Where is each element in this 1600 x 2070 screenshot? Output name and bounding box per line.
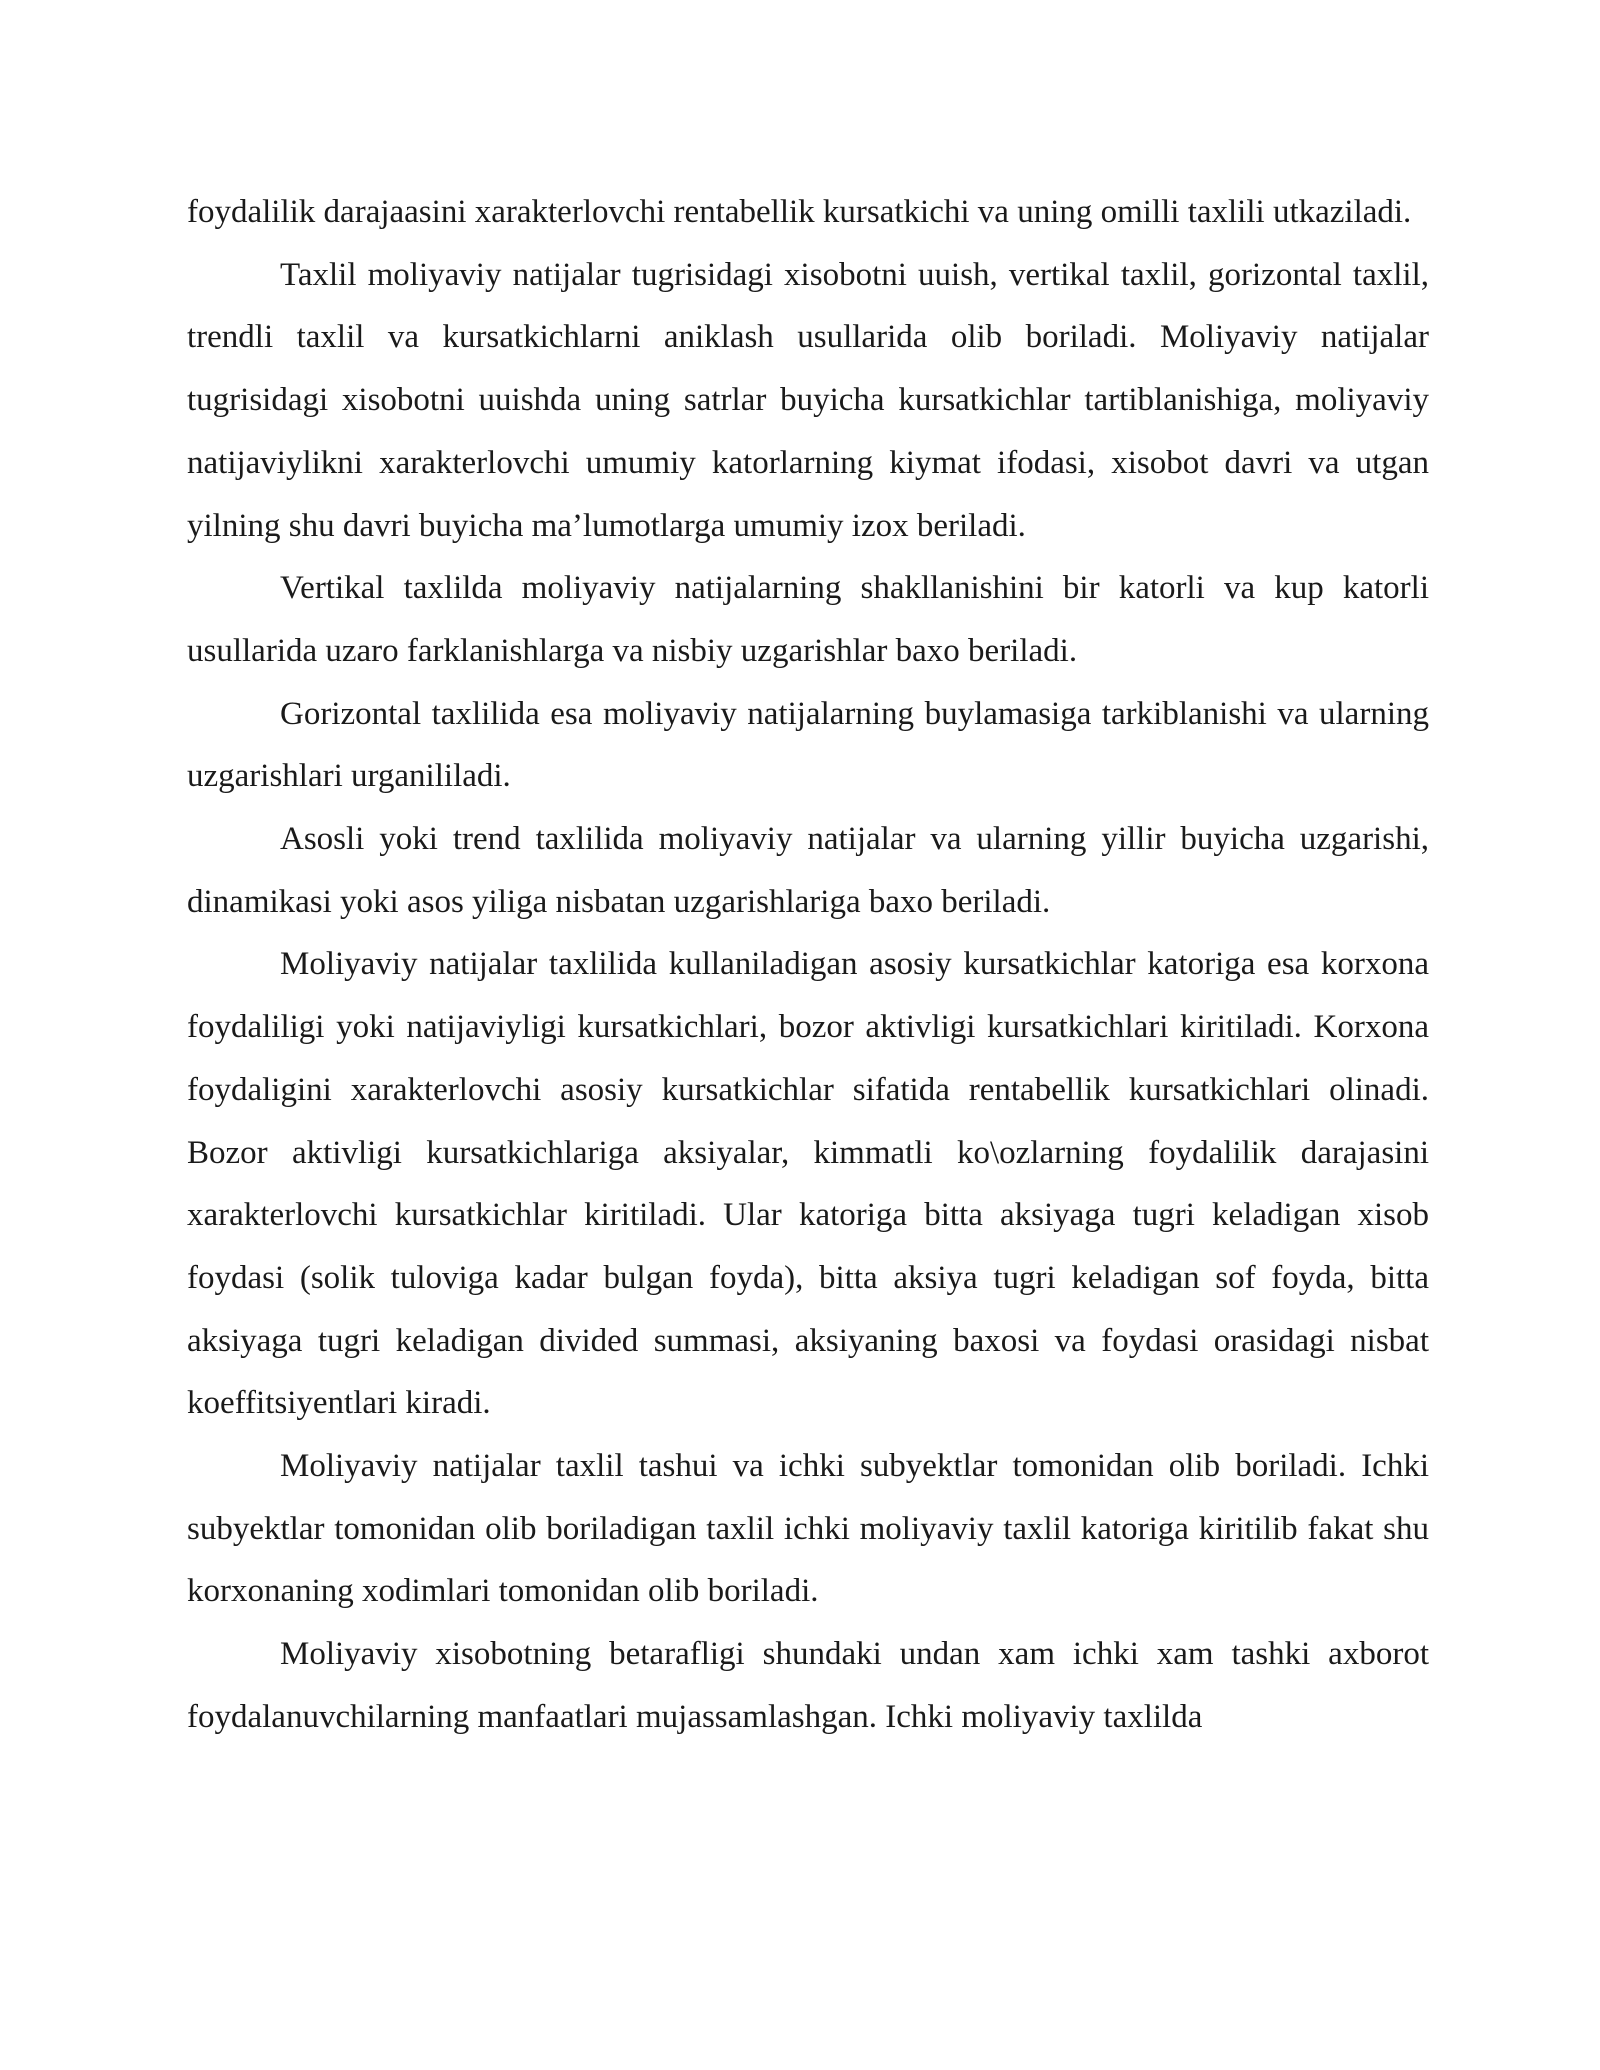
paragraph-4: Gorizontal taxlilida esa moliyaviy natijalarning buylamasiga tarkiblanishi va ularning uzgarishlari urganililadi.: [187, 695, 1429, 795]
paragraph-6: Moliyaviy natijalar taxlilida kullaniladigan asosiy kursatkichlar katoriga esa korxona foydaliligi yoki natijaviyligi kursatkichlari, bozor aktivligi kursatkichlari kiritiladi. Korxona foydaligini xarakterlovchi asosiy kursatkichlar sifatida rentabellik kursatkichlari olinadi. Bozor aktivligi kursatkichlariga aksiyalar, kimmatli ko\ozlarning foydalilik darajasini xarakterlovchi kursatkichlar kiritiladi. Ular katoriga bitta aksiyaga tugri keladigan xisob foydasi (solik tuloviga kadar bulgan foyda), bitta aksiya tugri keladigan sof foyda, bitta aksiyaga tugri keladigan divided summasi, aksiyaning baxosi va foydasi orasidagi nisbat koeffitsiyentlari kiradi.: [187, 946, 1429, 1422]
paragraph-8: Moliyaviy xisobotning betarafligi shundaki undan xam ichki xam tashki axborot foydalanuvchilarning manfaatlari mujassamlashgan. Ichki moliyaviy taxlilda: [187, 1636, 1429, 1735]
document-body: [187, 181, 1429, 1749]
paragraph-7: Moliyaviy natijalar taxlil tashui va ichki subyektlar tomonidan olib boriladi. Ichki subyektlar tomonidan olib boriladigan taxlil ichki moliyaviy taxlil katoriga kiritilib fakat shu korxonaning xodimlari tomonidan olib boriladi.: [187, 1448, 1429, 1610]
paragraph-2: Taxlil moliyaviy natijalar tugrisidagi xisobotni uuish, vertikal taxlil, gorizontal taxlil, trendli taxlil va kursatkichlarni aniklash usullarida olib boriladi. Moliyaviy natijalar tugrisidagi xisobotni uuishda uning satrlar buyicha kursatkichlar tartiblanishiga, moliyaviy natijaviylikni xarakterlovchi umumiy katorlarning kiymat ifodasi, xisobot davri va utgan yilning shu davri buyicha ma’lumotlarga umumiy izox beriladi.: [187, 256, 1429, 544]
paragraph-5: Asosli yoki trend taxlilida moliyaviy natijalar va ularning yillir buyicha uzgarishi, dinamikasi yoki asos yiliga nisbatan uzgarishlariga baxo beriladi.: [187, 821, 1429, 920]
paragraph-3: Vertikal taxlilda moliyaviy natijalarning shakllanishini bir katorli va kup katorli usullarida uzaro farklanishlarga va nisbiy uzgarishlar baxo beriladi.: [187, 570, 1429, 669]
paragraph-1: foydalilik darajaasini xarakterlovchi rentabellik kursatkichi va uning omilli taxlili utkaziladi.: [187, 194, 1412, 230]
